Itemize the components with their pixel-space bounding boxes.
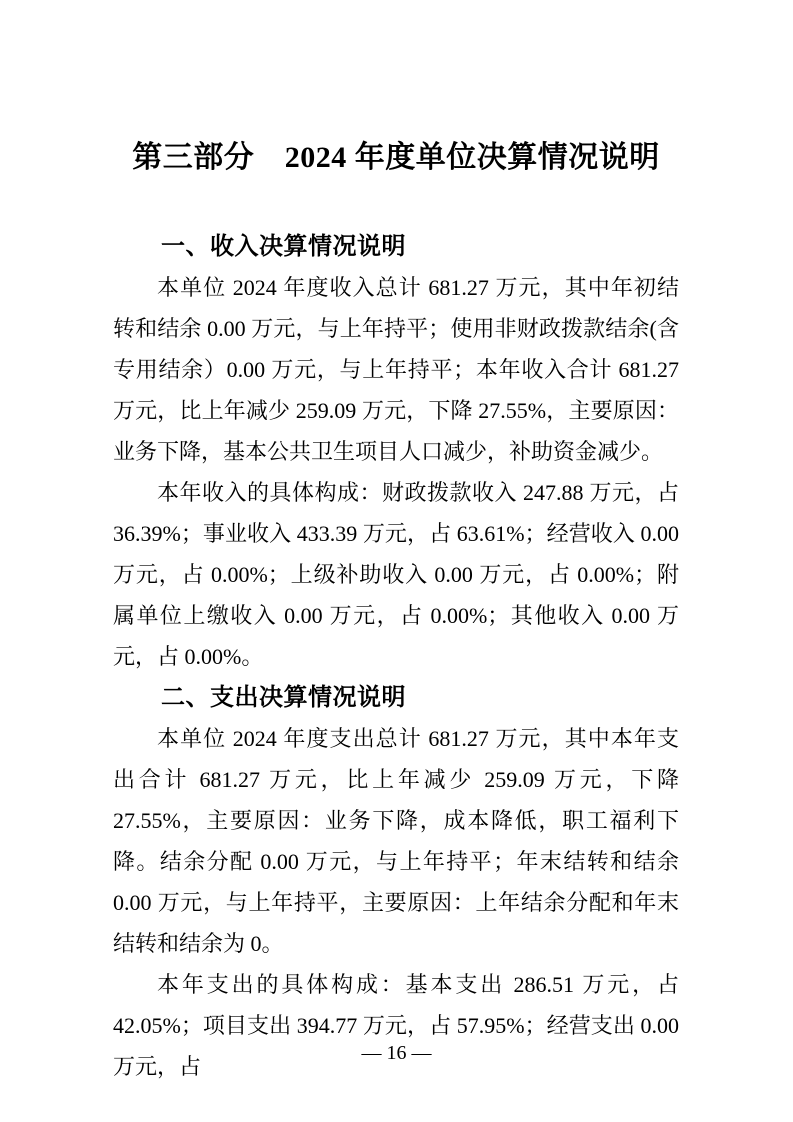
paragraph-expenditure-summary: 本单位 2024 年度支出总计 681.27 万元，其中本年支出合计 681.27 万元，比上年减少 259.09 万元，下降 27.55%，主要原因：业务下降，成本降低，职工福利下降。结余分配 0.00 万元，与上年持平；年末结转和结余 0.00 万元，与上年持平，主要原因：上年结余分配和年末结转和结余为 0。	[113, 726, 679, 956]
paragraph-income-summary: 本单位 2024 年度收入总计 681.27 万元，其中年初结转和结余 0.00 万元，与上年持平；使用非财政拨款结余(含专用结余）0.00 万元，与上年持平；本年收入合计 681.27 万元，比上年减少 259.09 万元，下降 27.55%，主要原因：业务下降，基本公共卫生项目人口减少，补助资金减少。	[113, 275, 679, 464]
page-number: — 16 —	[361, 1042, 432, 1064]
section-heading-income: 一、收入决算情况说明	[161, 233, 406, 260]
paragraph-expenditure-composition: 本年支出的具体构成：基本支出 286.51 万元，占 42.05%；项目支出 394.77 万元，占 57.95%；经营支出 0.00 万元，占	[113, 972, 679, 1079]
paragraph-income-composition: 本年收入的具体构成：财政拨款收入 247.88 万元，占 36.39%；事业收入 433.39 万元，占 63.61%；经营收入 0.00 万元，占 0.00%；上级补助收入 0.00 万元，占 0.00%；附属单位上缴收入 0.00 万元，占 0.00%；其他收入 0.00 万元，占 0.00%。	[113, 480, 679, 669]
document-body	[113, 226, 679, 1087]
section-heading-expenditure: 二、支出决算情况说明	[161, 684, 406, 711]
document-title: 第三部分 2024 年度单位决算情况说明	[132, 141, 660, 174]
